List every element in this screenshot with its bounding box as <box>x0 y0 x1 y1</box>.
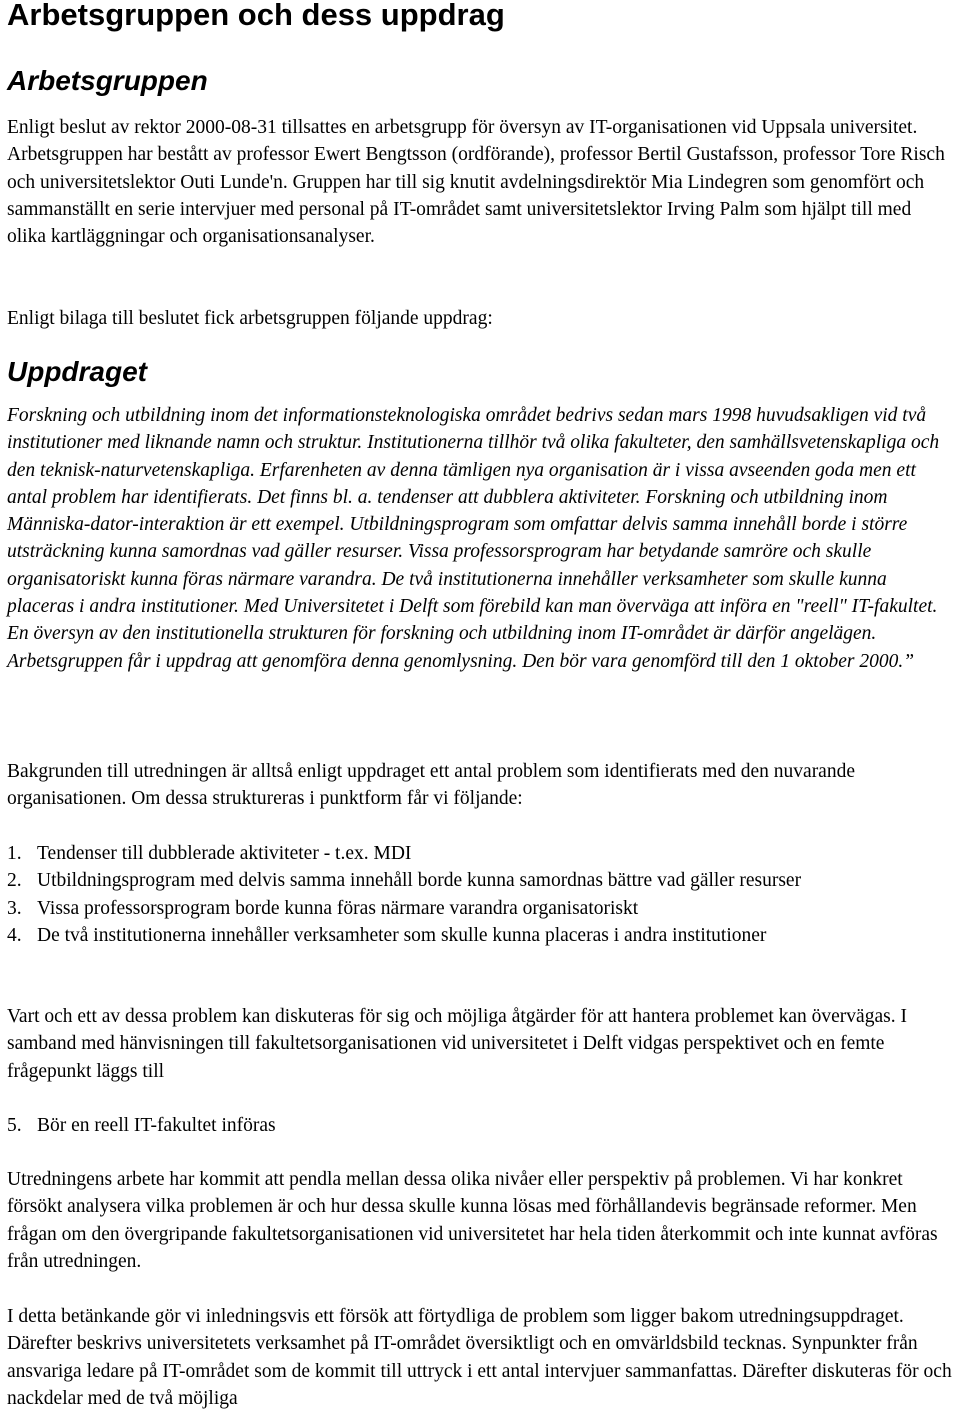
list-number: 3. <box>7 897 22 919</box>
list-text: Vissa professorsprogram borde kunna föras närmare varandra organisatoriskt <box>37 897 639 919</box>
list-item <box>7 867 955 894</box>
list-item <box>7 895 955 922</box>
quoted-assignment: Forskning och utbildning inom det informationsteknologiska området bedrivs sedan mars 1998 huvudsakligen vid två institutioner med liknande namn och struktur. Institutionerna tillhör två olika fakulteter, den samhällsvetenskapliga och den teknisk-naturvetenskapliga. Erfarenheten av denna tämligen nya organisation är i vissa avseenden goda men ett antal problem har identifierats. Det finns bl. a. tendenser att dubblera aktiviteter. Forskning och utbildning inom Människa-dator-interaktion är ett exempel. Utbildningsprogram som omfattar delvis samma innehåll borde i större utsträckning kunna samordnas vad gäller resurser. Vissa professorsprogram har betydande samröre och skulle organisatoriskt kunna föras närmare varandra. De två institutionerna innehåller verksamheter som skulle kunna placeras i andra institutioner. Med Universitetet i Delft som förebild kan man överväga att införa en "reell" IT-fakultet. En översyn av den institutionella strukturen för forskning och utbildning inom IT-området är därför angelägen. Arbetsgruppen får i uppdrag att genomföra denna genomlysning. Den bör vara genomförd till den 1 oktober 2000.” <box>7 405 940 672</box>
list-text: De två institutionerna innehåller verksamheter som skulle kunna placeras i andra institutioner <box>37 924 767 946</box>
paragraph-assignment-intro: Enligt bilaga till beslutet fick arbetsgruppen följande uppdrag: <box>7 308 493 329</box>
page-title: Arbetsgruppen och dess uppdrag <box>7 0 505 32</box>
list-text: Utbildningsprogram med delvis samma innehåll borde kunna samordnas bättre vad gäller resurser <box>37 870 802 892</box>
section-heading-arbetsgruppen: Arbetsgruppen <box>7 65 208 96</box>
paragraph-background: Bakgrunden till utredningen är alltså enligt uppdraget ett antal problem som identifierats med den nuvarande organisationen. Om dessa struktureras i punktform får vi följande: <box>7 761 855 810</box>
problem-list <box>7 840 955 949</box>
list-number: 4. <box>7 924 22 946</box>
list-number: 1. <box>7 843 22 864</box>
section-heading-uppdraget: Uppdraget <box>7 356 147 387</box>
list-item <box>7 1112 955 1139</box>
list-item <box>7 922 955 949</box>
fifth-question-list <box>7 1112 955 1139</box>
list-number: 5. <box>7 1115 22 1136</box>
paragraph-decision: Enligt beslut av rektor 2000-08-31 tillsattes en arbetsgrupp för översyn av IT-organisationen vid Uppsala universitet. Arbetsgruppen har bestått av professor Ewert Bengtsson (ordförande), professor Bertil Gustafsson, professor Tore Risch och universitetslektor Outi Lunde'n. Gruppen har till sig knutit avdelningsdirektör Mia Lindegren som genomfört och sammanställt en serie intervjuer med personal på IT-området samt universitetslektor Irving Palm som hjälpt till med olika kartläggningar och organisationsanalyser. <box>7 117 945 248</box>
list-number: 2. <box>7 870 22 892</box>
list-text: Bör en reell IT-fakultet införas <box>37 1115 276 1136</box>
paragraph-report-outline: I detta betänkande gör vi inledningsvis ett försök att förtydliga de problem som ligger bakom utredningsuppdraget. Därefter beskrivs universitetets verksamhet på IT-området översiktligt och en omvärldsbild tecknas. Synpunkter från ansvariga ledare på IT-området som de kommit till uttryck i ett antal intervjuer sammanfattas. Därefter diskuteras för och nackdelar med de två möjliga <box>7 1306 952 1409</box>
list-item <box>7 840 955 867</box>
paragraph-discussion: Vart och ett av dessa problem kan diskuteras för sig och möjliga åtgärder för att hantera problemet kan övervägas. I samband med hänvisningen till fakultetsorganisationen vid universitetet i Delft vidgas perspektivet och en femte frågepunkt läggs till <box>7 1006 907 1082</box>
list-text: Tendenser till dubblerade aktiviteter - t.ex. MDI <box>37 843 412 864</box>
paragraph-work: Utredningens arbete har kommit att pendla mellan dessa olika nivåer eller perspektiv på problemen. Vi har konkret försökt analysera vilka problemen är och hur dessa skulle kunna lösas med förhållandevis begränsade reformer. Men frågan om den övergripande fakultetsorganisationen vid universitetet har hela tiden återkommit och inte kunnat avföras från utredningen. <box>7 1169 938 1272</box>
